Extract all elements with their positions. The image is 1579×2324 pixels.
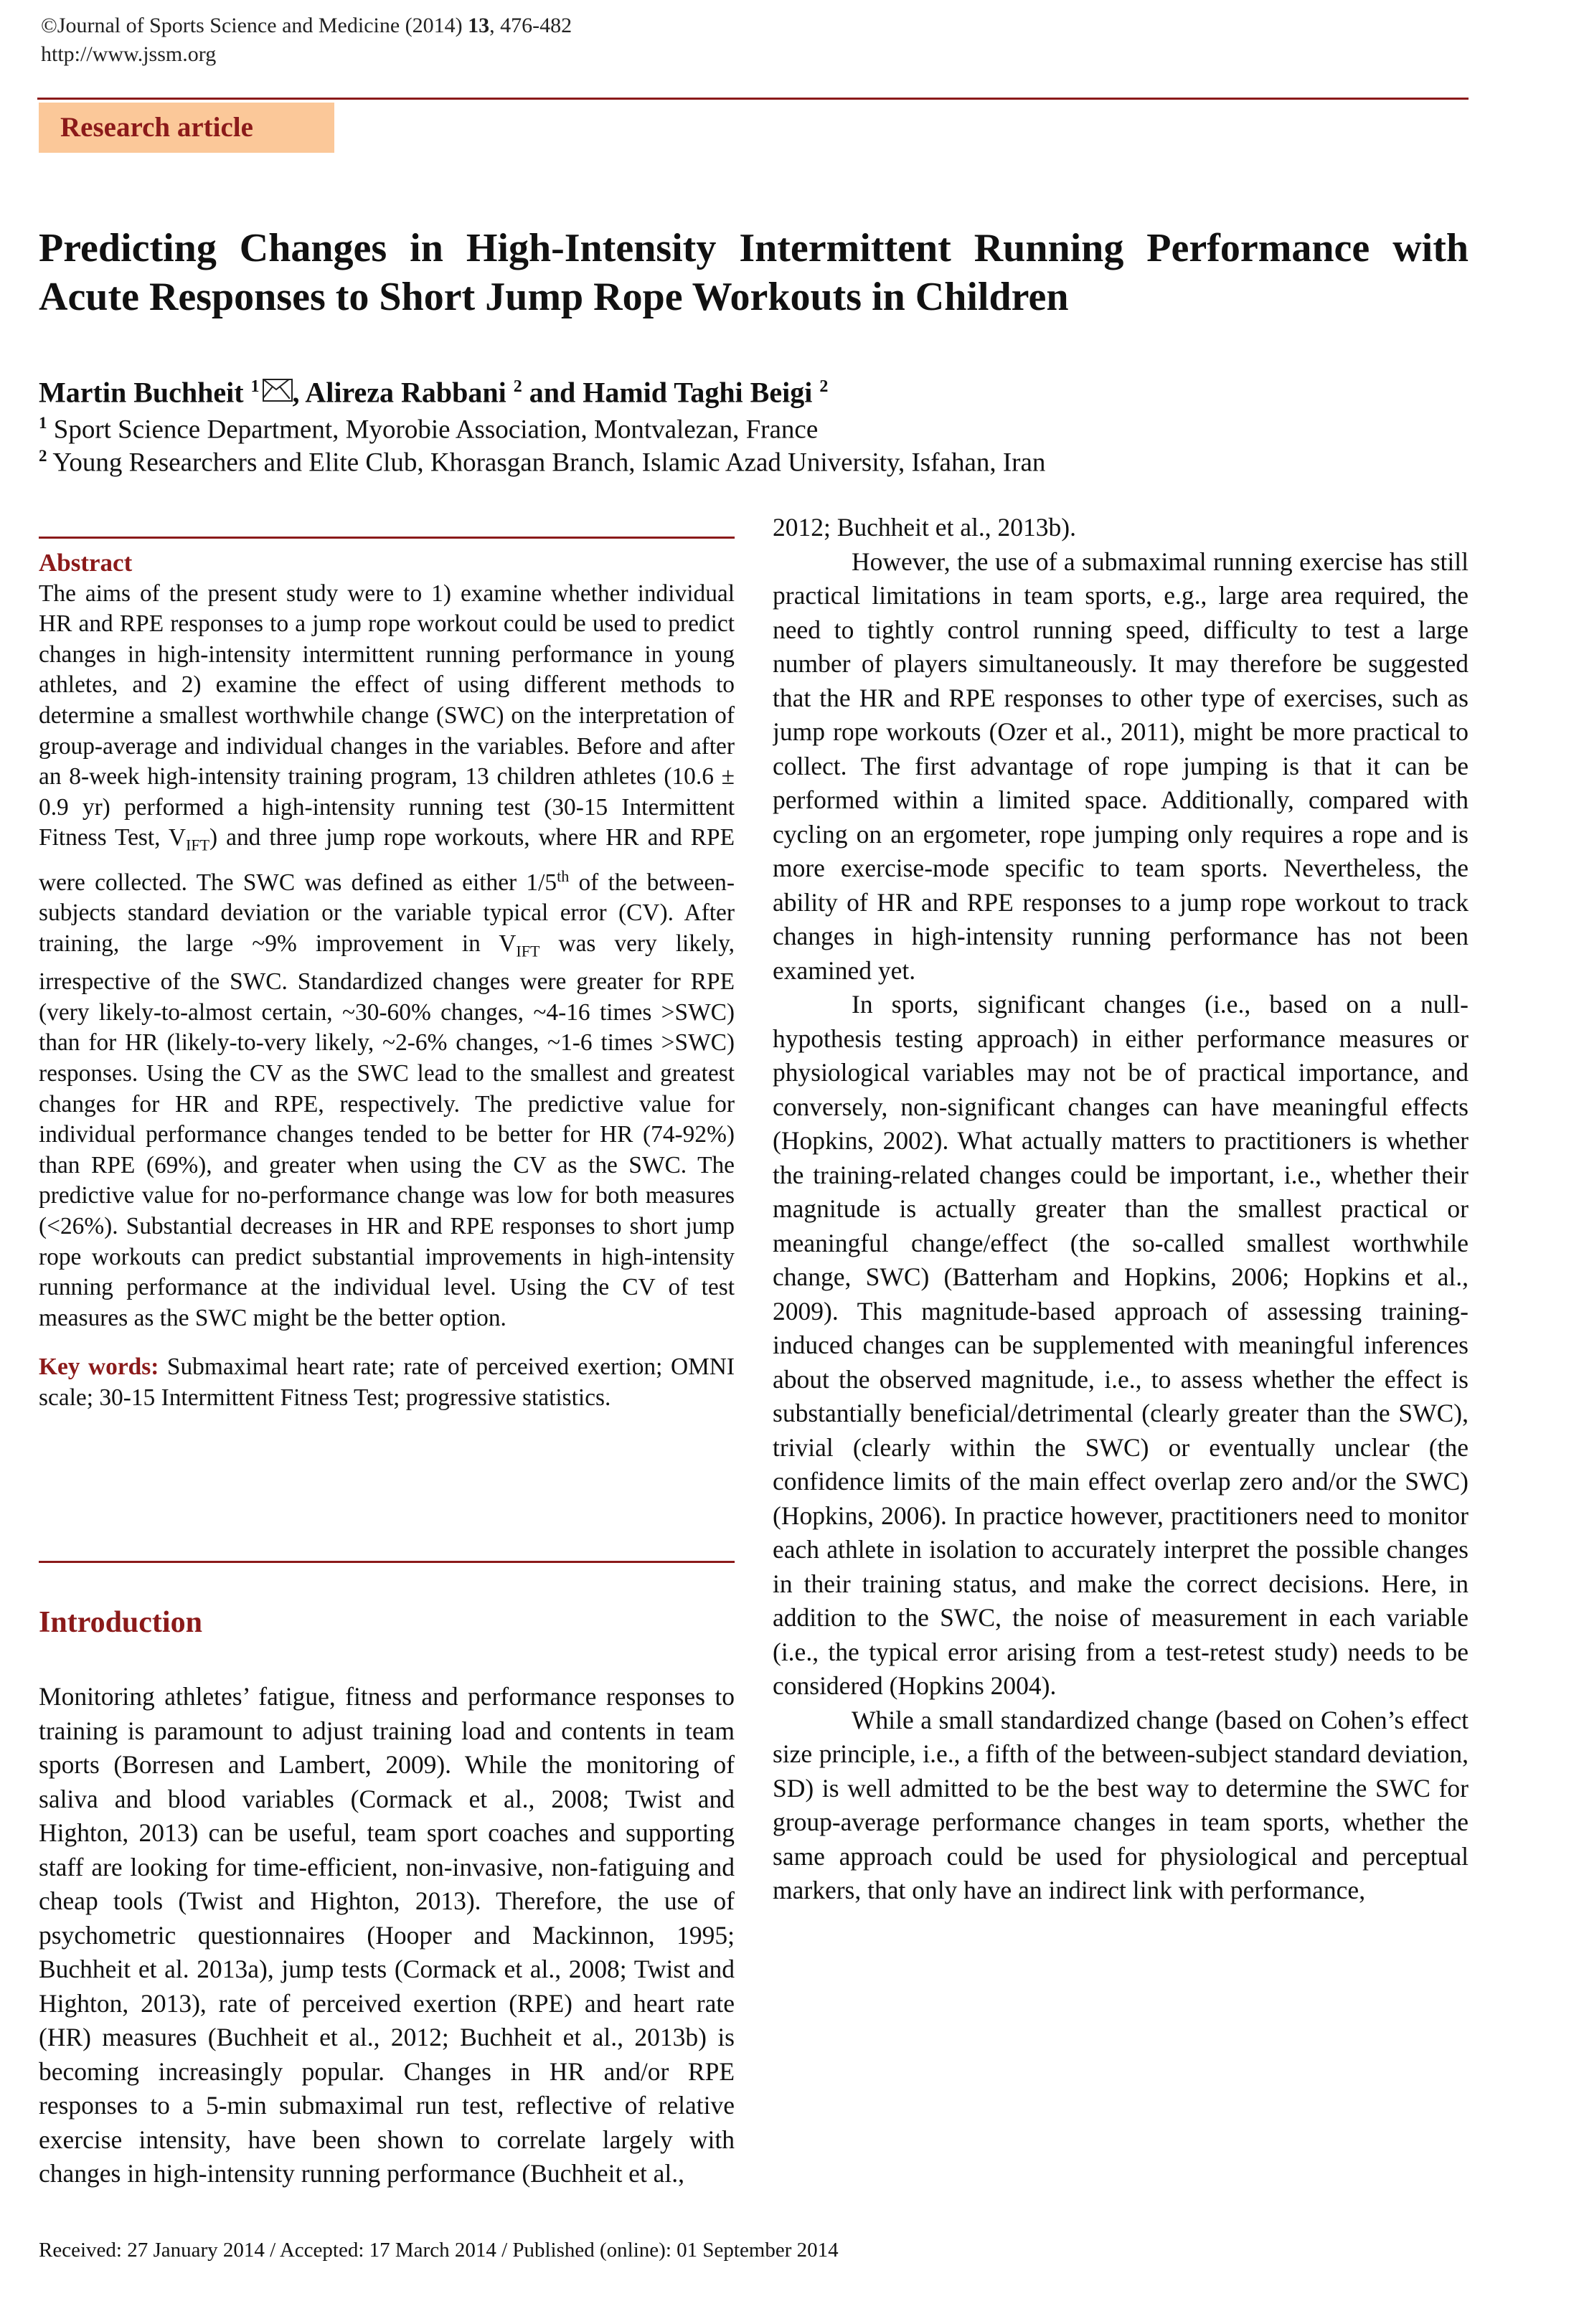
author-name: Martin Buchheit xyxy=(39,376,251,409)
keywords: Key words: Submaximal heart rate; rate of perceived exertion; OMNI scale; 30-15 Intermittent Fitness Test; progressive statistics. xyxy=(39,1354,735,1411)
abstract xyxy=(39,548,735,1414)
abstract-text: The aims of the present study were to 1) examine whether individual HR and RPE responses to a jump rope workout could be used to predict changes in high-intensity intermittent running performance in young athletes, and 2) examine the effect of using different methods to determine a smallest worthwhile change (SWC) on the interpretation of group-average and individual changes in the variables. Before and after an 8-week high-intensity training program, 13 children athletes (10.6 ± 0.9 yr) performed a high-intensity running test (30-15 Intermittent Fitness Test, $V_{IFT}$) and three jump rope workouts, where HR and RPE were collected. The SWC was defined as either 1/5th of the between-subjects standard deviation or the variable typical error (CV). After training, the large ~9% improvement in $V_{IFT}$ was very likely, irrespective of the SWC. Standardized changes were greater for RPE (very likely-to-almost certain, ~30-60% changes, ~4-16 times >SWC) than for HR (likely-to-very likely, ~2-6% changes, ~1-6 times >SWC) responses. Using the CV as the SWC lead to the smallest and greatest changes for HR and RPE, respectively. The predictive value for individual performance changes tended to be better for HR (74-92%) than RPE (69%), and greater when using the CV as the SWC. The predictive value for no-performance change was low for both measures (<26%). Substantial decreases in HR and RPE responses to short jump rope workouts can predict substantial improvements in high-intensity running performance at the individual level. Using the CV of test measures as the SWC might be the better option. xyxy=(39,580,735,1331)
intro-column-left xyxy=(39,1680,735,2203)
intro-paragraph-continued: 2012; Buchheit et al., 2013b). xyxy=(773,513,1076,542)
article-type-badge: Research article xyxy=(39,103,334,153)
author-name: Hamid Taghi Beigi xyxy=(583,376,820,409)
article-title: Predicting Changes in High-Intensity Intermittent Running Performance with Acute Responses to Short Jump Rope Workouts in Children xyxy=(39,226,1469,319)
intro-column-right xyxy=(773,511,1469,2208)
author-list: Martin Buchheit $^1$ , Alireza Rabbani $^2$ and Hamid Taghi Beigi $^2$ xyxy=(39,376,829,409)
section-heading-introduction: Introduction xyxy=(39,1606,202,1639)
journal-citation: ©Journal of Sports Science and Medicine (2014) 13, 476-482 xyxy=(41,14,572,37)
abstract-bottom-rule xyxy=(39,1561,735,1563)
received-dates: Received: 27 January 2014 / Accepted: 17 March 2014 / Published (online): 01 September 2014 xyxy=(39,2239,839,2262)
intro-paragraph: While a small standardized change (based on Cohen’s effect size principle, i.e., a fifth of the between-subject standard deviation, SD) is well admitted to be the best way to determine the SWC for group-average performance changes in team sports, whether the same approach could be used for physiological and perceptual markers, that only have an indirect link with performance, xyxy=(773,1705,1469,1904)
intro-paragraph: In sports, significant changes (i.e., based on a null-hypothesis testing approach) in either performance measures or physiological variables may not be of practical importance, and conversely, non-significant changes can have meaningful effects (Hopkins, 2002). What actually matters to practitioners is whether the training-related changes could be important, i.e., whether their magnitude is actually greater than the smallest practical or meaningful change/effect (the so-called smallest worthwhile change, SWC) (Batterham and Hopkins, 2006; Hopkins et al., 2009). This magnitude-based approach of assessing training-induced changes can be supplemented with meaningful inferences about the observed magnitude, i.e., to assess whether the effect is substantially beneficial/detrimental (clearly greater than the SWC), trivial (clearly within the SWC) or eventually unclear (the confidence limits of the main effect overlap zero and/or the SWC) (Hopkins, 2006). In practice however, practitioners need to monitor each athlete in isolation to accurately interpret the possible changes in their training status, and make the correct decisions. Here, in addition to the SWC, the noise of measurement in each variable (i.e., the typical error arising from a test-retest study) needs to be considered (Hopkins 2004). xyxy=(773,990,1469,1700)
intro-paragraph: However, the use of a submaximal running exercise has still practical limitations in team sports, e.g., large area required, the need to tightly control running speed, difficulty to test a large number of players simultaneously. It may therefore be suggested that the HR and RPE responses to other type of exercises, such as jump rope workouts (Ozer et al., 2011), might be more practical to collect. The first advantage of rope jumping is that it can be performed within a limited space. Additionally, compared with cycling on an ergometer, rope jumping only requires a rope and is more exercise-mode specific to team sports. Nevertheless, the ability of HR and RPE responses to a jump rope workout to track changes in high-intensity running performance has not been examined yet. xyxy=(773,547,1469,985)
journal-url[interactable]: http://www.jssm.org xyxy=(41,42,217,66)
affiliation-1: $^1$ Sport Science Department, Myorobie Association, Montvalezan, France xyxy=(39,414,819,445)
envelope-icon[interactable] xyxy=(263,379,293,402)
affiliation-2: $^2$ Young Researchers and Elite Club, Khorasgan Branch, Islamic Azad University, Isfahan, Iran xyxy=(39,447,1046,478)
abstract-heading: Abstract xyxy=(39,549,133,577)
header-rule xyxy=(37,98,1469,100)
journal-header xyxy=(41,11,572,69)
abstract-top-rule xyxy=(39,537,735,539)
author-name: Alireza Rabbani xyxy=(305,376,514,409)
intro-paragraph: Monitoring athletes’ fatigue, fitness and performance responses to training is paramount to adjust training load and contents in team sports (Borresen and Lambert, 2009). While the monitoring of saliva and blood variables (Cormack et al., 2008; Twist and Highton, 2013) can be useful, team sport coaches and supporting staff are looking for time-efficient, non-invasive, non-fatiguing and cheap tools (Twist and Highton, 2013). Therefore, the use of psychometric questionnaires (Hooper and Mackinnon, 1995; Buchheit et al. 2013a), jump tests (Cormack et al., 2008; Twist and Highton, 2013), rate of perceived exertion (RPE) and heart rate (HR) measures (Buchheit et al., 2012; Buchheit et al., 2013b) is becoming increasingly popular. Changes in HR and/or RPE responses to a 5-min submaximal run test, reflective of relative exercise intensity, have been shown to correlate largely with changes in high-intensity running performance (Buchheit et al., xyxy=(39,1682,735,2188)
